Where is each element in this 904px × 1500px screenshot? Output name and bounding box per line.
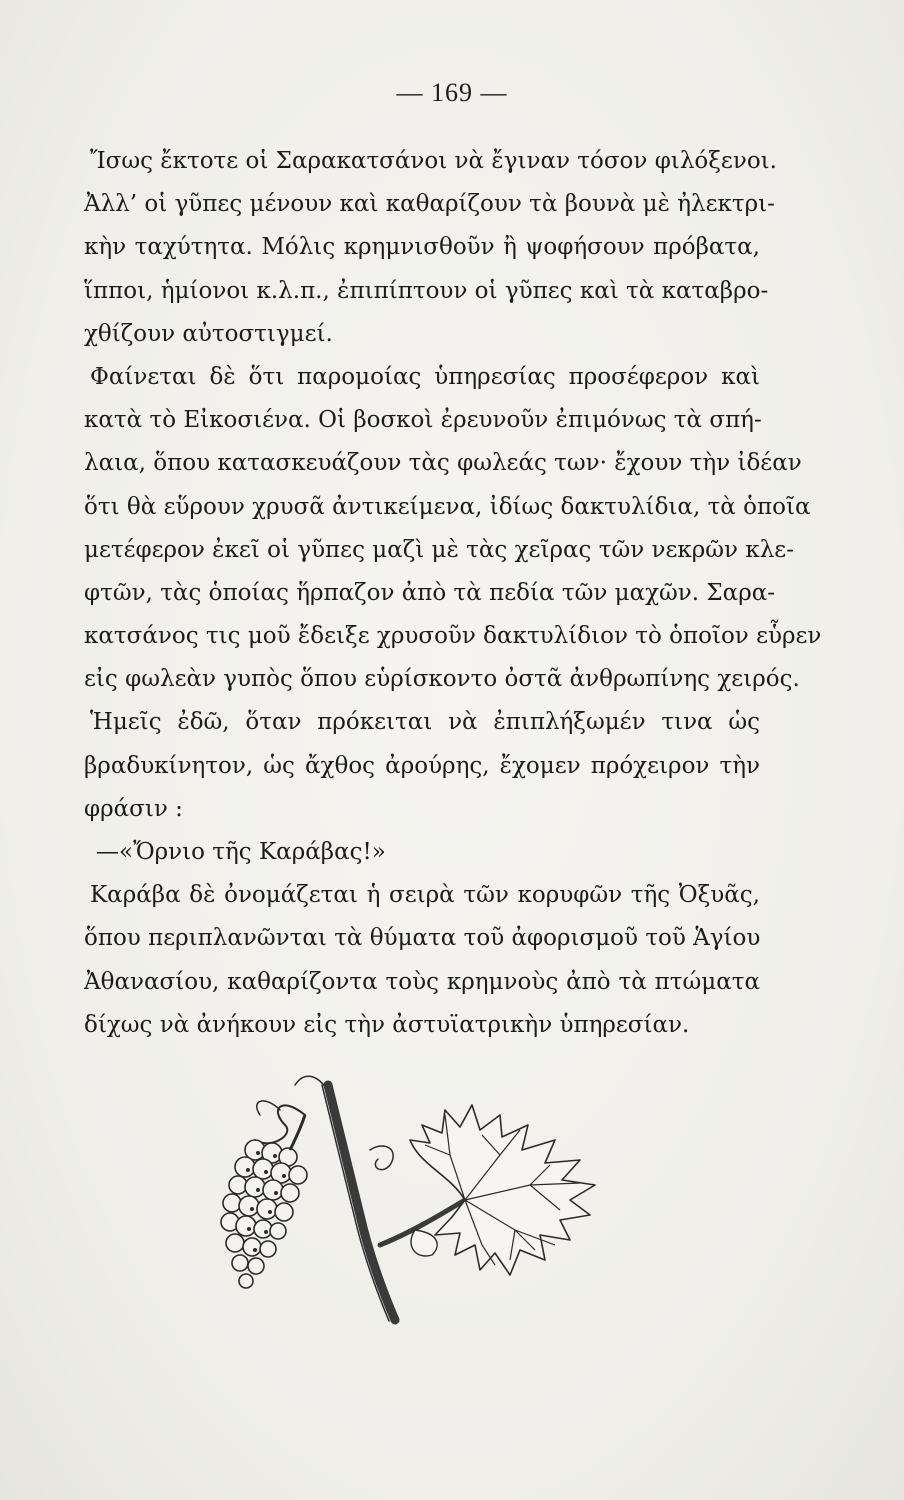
text-line: βραδυκίνητον, ὡς ἄχθος ἀρούρης, ἔχομεν πρόχειρον τὴν <box>84 752 760 779</box>
text-line: ὅπου περιπλανῶνται τὰ θύματα τοῦ ἀφορισμοῦ τοῦ Ἁγίου <box>84 925 761 952</box>
text-line: κὴν ταχύτητα. Μόλις κρημνισθοῦν ἢ ψοφήσουν πρόβατα, <box>84 234 760 261</box>
text-line: Ἀθανασίου, καθαρίζοντα τοὺς κρημνοὺς ἀπὸ τὰ πτώματα <box>84 968 760 995</box>
grapevine-illustration <box>210 1055 680 1335</box>
text-line: ὅτι θὰ εὕρουν χρυσᾶ ἀντικείμενα, ἰδίως δακτυλίδια, τὰ ὁποῖα <box>84 493 811 520</box>
quoted-phrase: —«Ὄρνιο τῆς Καράβας!» <box>96 839 386 865</box>
text-line: λαια, ὅπου κατασκευάζουν τὰς φωλεάς των· ἔχουν τὴν ἰδέαν <box>84 450 802 477</box>
text-line: ἵπποι, ἡμίονοι κ.λ.π., ἐπιπίπτουν οἱ γῦπες καὶ τὰ καταβρο- <box>84 277 769 304</box>
text-line: κατσάνος τις μοῦ ἔδειξε χρυσοῦν δακτυλίδιον τὸ ὁποῖον εὗρεν <box>84 623 822 650</box>
text-line: Ἀλλ’ οἱ γῦπες μένουν καὶ καθαρίζουν τὰ βουνὰ μὲ ἠλεκτρι- <box>84 191 775 218</box>
text-line: Ἡμεῖς ἐδῶ, ὅταν πρόκειται νὰ ἐπιπλήξωμέν τινα ὡς <box>90 709 760 736</box>
page-number: — 169 — <box>396 78 508 107</box>
text-line: εἰς φωλεὰν γυπὸς ὅπου εὑρίσκοντο ὀστᾶ ἀνθρωπίνης χειρός. <box>84 666 800 693</box>
text-line: κατὰ τὸ Εἰκοσιένα. Οἱ βοσκοὶ ἐρευνοῦν ἐπιμόνως τὰ σπή- <box>84 407 762 434</box>
text-line: Ἴσως ἔκτοτε οἱ Σαρακατσάνοι νὰ ἔγιναν τόσον φιλόξενοι. <box>90 148 777 174</box>
text-line: Φαίνεται δὲ ὅτι παρομοίας ὑπηρεσίας προσέφερον καὶ <box>90 363 760 390</box>
text-line: φράσιν : <box>84 795 183 822</box>
body-text <box>84 140 822 1047</box>
text-line: Καράβα δὲ ὀνομάζεται ἡ σειρὰ τῶν κορυφῶν τῆς Ὀξυᾶς, <box>90 882 760 909</box>
text-line: μετέφερον ἐκεῖ οἱ γῦπες μαζὶ μὲ τὰς χεῖρας τῶν νεκρῶν κλε- <box>84 536 794 563</box>
text-line: φτῶν, τὰς ὁποίας ἥρπαζον ἀπὸ τὰ πεδία τῶν μαχῶν. Σαρα- <box>84 579 776 606</box>
text-line: δίχως νὰ ἀνήκουν εἰς τὴν ἀστυϊατρικὴν ὑπηρεσίαν. <box>84 1011 690 1038</box>
text-line: χθίζουν αὐτοστιγμεί. <box>84 320 333 347</box>
